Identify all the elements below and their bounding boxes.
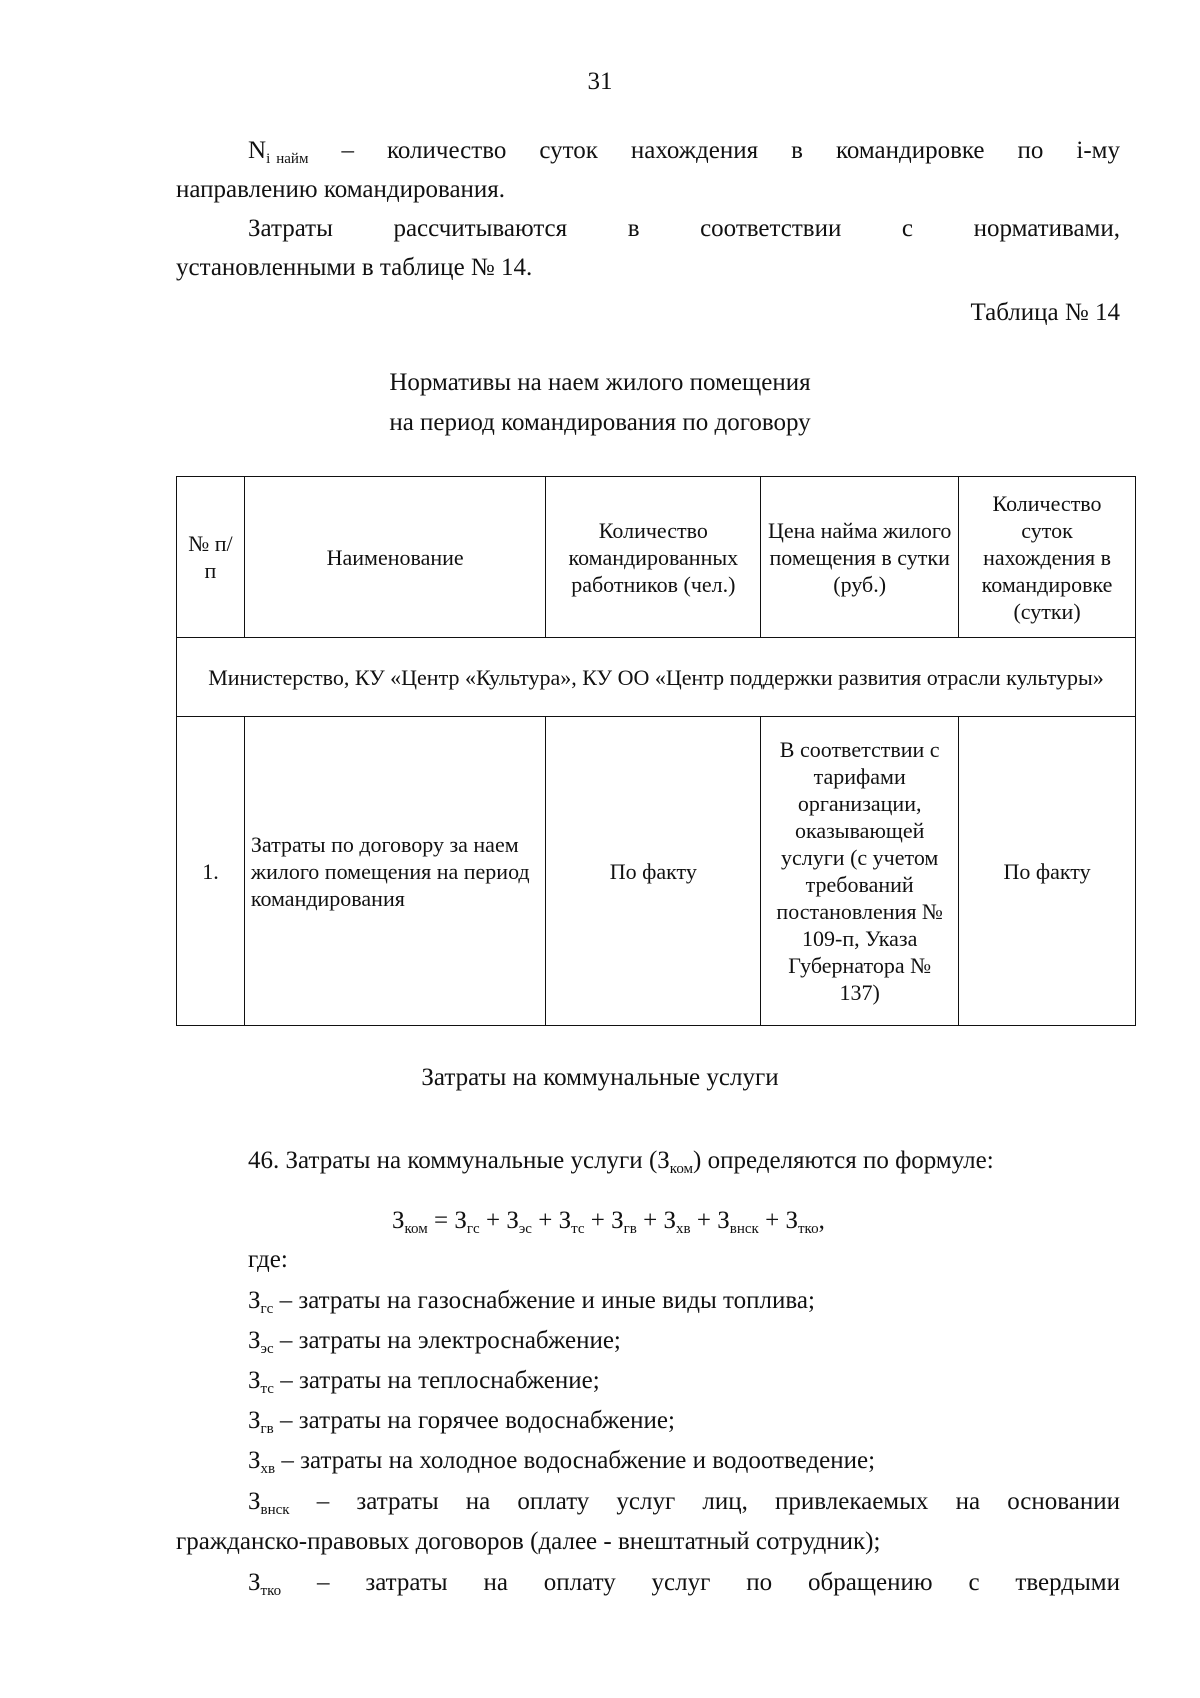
page-number: 31 xyxy=(587,68,613,95)
definition-waste: $З_{тко}$ – затраты на оплату услуг по обращению с твердыми xyxy=(248,1569,1120,1599)
header-price: Цена найма жилого помещения в сутки (руб.) xyxy=(761,477,959,638)
formula: $З_{ком} = З_{гс} + З_{эс} + З_{тс} + З_{гв} + З_{хв} + З_{внск} + З_{тко}$, xyxy=(392,1207,825,1237)
table-section-row xyxy=(177,638,1136,717)
header-name: Наименование xyxy=(244,477,546,638)
table-title-line-1: Нормативы на наем жилого помещения xyxy=(389,369,811,396)
header-days: Количество суток нахождения в командировке (сутки) xyxy=(959,477,1136,638)
costs-calculated-line: Затраты рассчитываются в соответствии с нормативами, xyxy=(248,215,1120,242)
ni-definition-text: – количество суток нахождения в командировке по i-му xyxy=(341,137,1120,164)
definition-heating: $З_{тс}$ – затраты на теплоснабжение; xyxy=(248,1367,600,1397)
costs-calculated-cont: установленными в таблице № 14. xyxy=(176,254,533,281)
cell-name: Затраты по договору за наем жилого помещения на период командирования xyxy=(244,717,546,1026)
cell-number: 1. xyxy=(177,717,245,1026)
where-label: где: xyxy=(248,1246,288,1273)
header-workers: Количество командированных работников (чел.) xyxy=(546,477,761,638)
cell-days: По факту xyxy=(959,717,1136,1026)
ni-definition-cont: направлению командирования. xyxy=(176,176,506,203)
definition-gas: $З_{гс}$ – затраты на газоснабжение и иные виды топлива; xyxy=(248,1287,815,1317)
ni-symbol: $N_i$ $_{найм}$ xyxy=(248,137,309,167)
definition-cold-water: $З_{хв}$ – затраты на холодное водоснабжение и водоотведение; xyxy=(248,1447,876,1477)
definition-electricity: $З_{эс}$ – затраты на электроснабжение; xyxy=(248,1327,621,1357)
section-organizations: Министерство, КУ «Центр «Культура», КУ ОО «Центр поддержки развития отрасли культуры» xyxy=(177,638,1136,717)
definition-hot-water: $З_{гв}$ – затраты на горячее водоснабжение; xyxy=(248,1407,675,1437)
definition-freelance-cont: гражданско-правовых договоров (далее - внештатный сотрудник); xyxy=(176,1528,881,1555)
definition-freelance: $З_{внск}$ – затраты на оплату услуг лиц, привлекаемых на основании xyxy=(248,1488,1120,1518)
table-header-row xyxy=(177,477,1136,638)
cell-price: В соответствии с тарифами организации, оказывающей услуги (с учетом требований постановления № 109-п, Указа Губернатора № 137) xyxy=(761,717,959,1026)
table-label: Таблица № 14 xyxy=(970,299,1120,326)
header-number: № п/п xyxy=(177,477,245,638)
table-row xyxy=(177,717,1136,1026)
cell-workers: По факту xyxy=(546,717,761,1026)
ni-definition-line xyxy=(248,136,1120,166)
section-heading: Затраты на коммунальные услуги xyxy=(421,1064,779,1091)
paragraph-46: 46. Затраты на коммунальные услуги $(З_{ком})$ определяются по формуле: xyxy=(248,1147,994,1177)
table-title-line-2: на период командирования по договору xyxy=(389,409,811,436)
norms-table xyxy=(176,476,1136,1026)
